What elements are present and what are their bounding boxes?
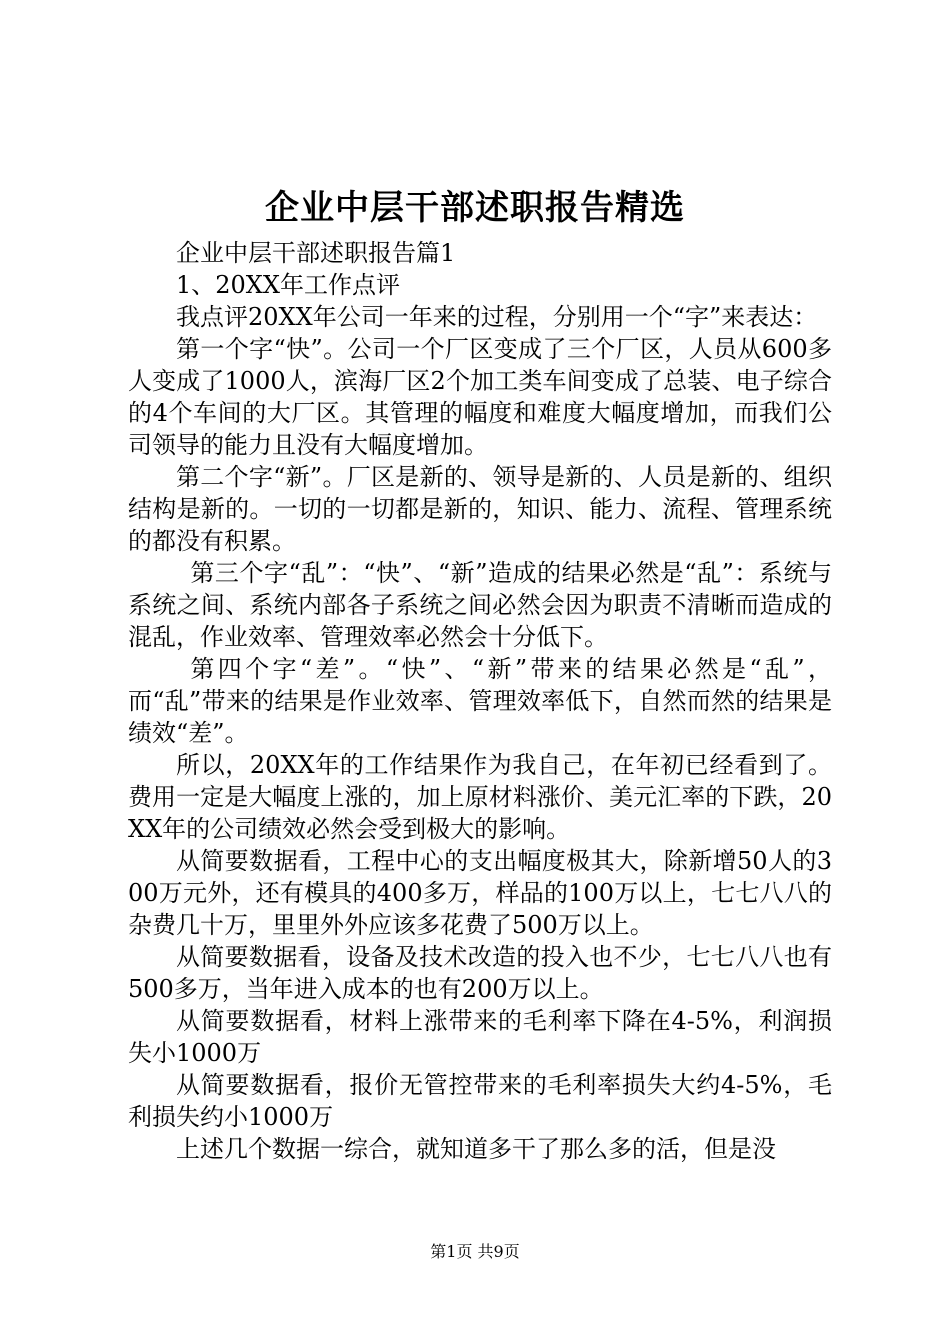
paragraph-third-word: 第三个字“乱”：“快”、“新”造成的结果必然是“乱”：系统与系统之间、系统内部各子系统之间必然会因为职责不清晰而造成的混乱，作业效率、管理效率必然会十分低下。	[128, 559, 832, 651]
page-number: 第1页 共9页	[430, 1242, 520, 1261]
paragraph-intro: 我点评20XX年公司一年来的过程，分别用一个“字”来表达：	[176, 303, 818, 331]
paragraph-conclusion: 所以，20XX年的工作结果作为我自己，在年初已经看到了。费用一定是大幅度上涨的，加上原材料涨价、美元汇率的下跌，20XX年的公司绩效必然会受到极大的影响。	[128, 751, 832, 843]
document-title: 企业中层干部述职报告精选	[265, 188, 685, 228]
paragraph-data-engineering: 从简要数据看，工程中心的支出幅度极其大，除新增50人的300万元外，还有模具的400多万，样品的100万以上，七七八八的杂费几十万，里里外外应该多花费了500万以上。	[128, 847, 832, 939]
paragraph-subheading: 1、20XX年工作点评	[176, 271, 400, 299]
paragraph-data-equipment: 从简要数据看，设备及技术改造的投入也不少，七七八八也有500多万，当年进入成本的也有200万以上。	[128, 943, 832, 1003]
document-body	[128, 237, 832, 1165]
paragraph-summary: 上述几个数据一综合，就知道多干了那么多的活，但是没	[176, 1135, 776, 1163]
paragraph-data-pricing: 从简要数据看，报价无管控带来的毛利率损失大约4-5%，毛利损失约小1000万	[128, 1071, 832, 1131]
paragraph-fourth-word: 第四个字“差”。“快”、“新”带来的结果必然是“乱”，而“乱”带来的结果是作业效率、管理效率低下，自然而然的结果是绩效“差”。	[128, 655, 832, 747]
paragraph-first-word: 第一个字“快”。公司一个厂区变成了三个厂区，人员从600多人变成了1000人，滨海厂区2个加工类车间变成了总装、电子综合的4个车间的大厂区。其管理的幅度和难度大幅度增加，而我们公司领导的能力且没有大幅度增加。	[128, 335, 832, 459]
paragraph-second-word: 第二个字“新”。厂区是新的、领导是新的、人员是新的、组织结构是新的。一切的一切都是新的，知识、能力、流程、管理系统的都没有积累。	[128, 463, 832, 555]
paragraph-data-materials: 从简要数据看，材料上涨带来的毛利率下降在4-5%，利润损失小1000万	[128, 1007, 832, 1067]
paragraph-section-heading: 企业中层干部述职报告篇1	[176, 239, 456, 267]
